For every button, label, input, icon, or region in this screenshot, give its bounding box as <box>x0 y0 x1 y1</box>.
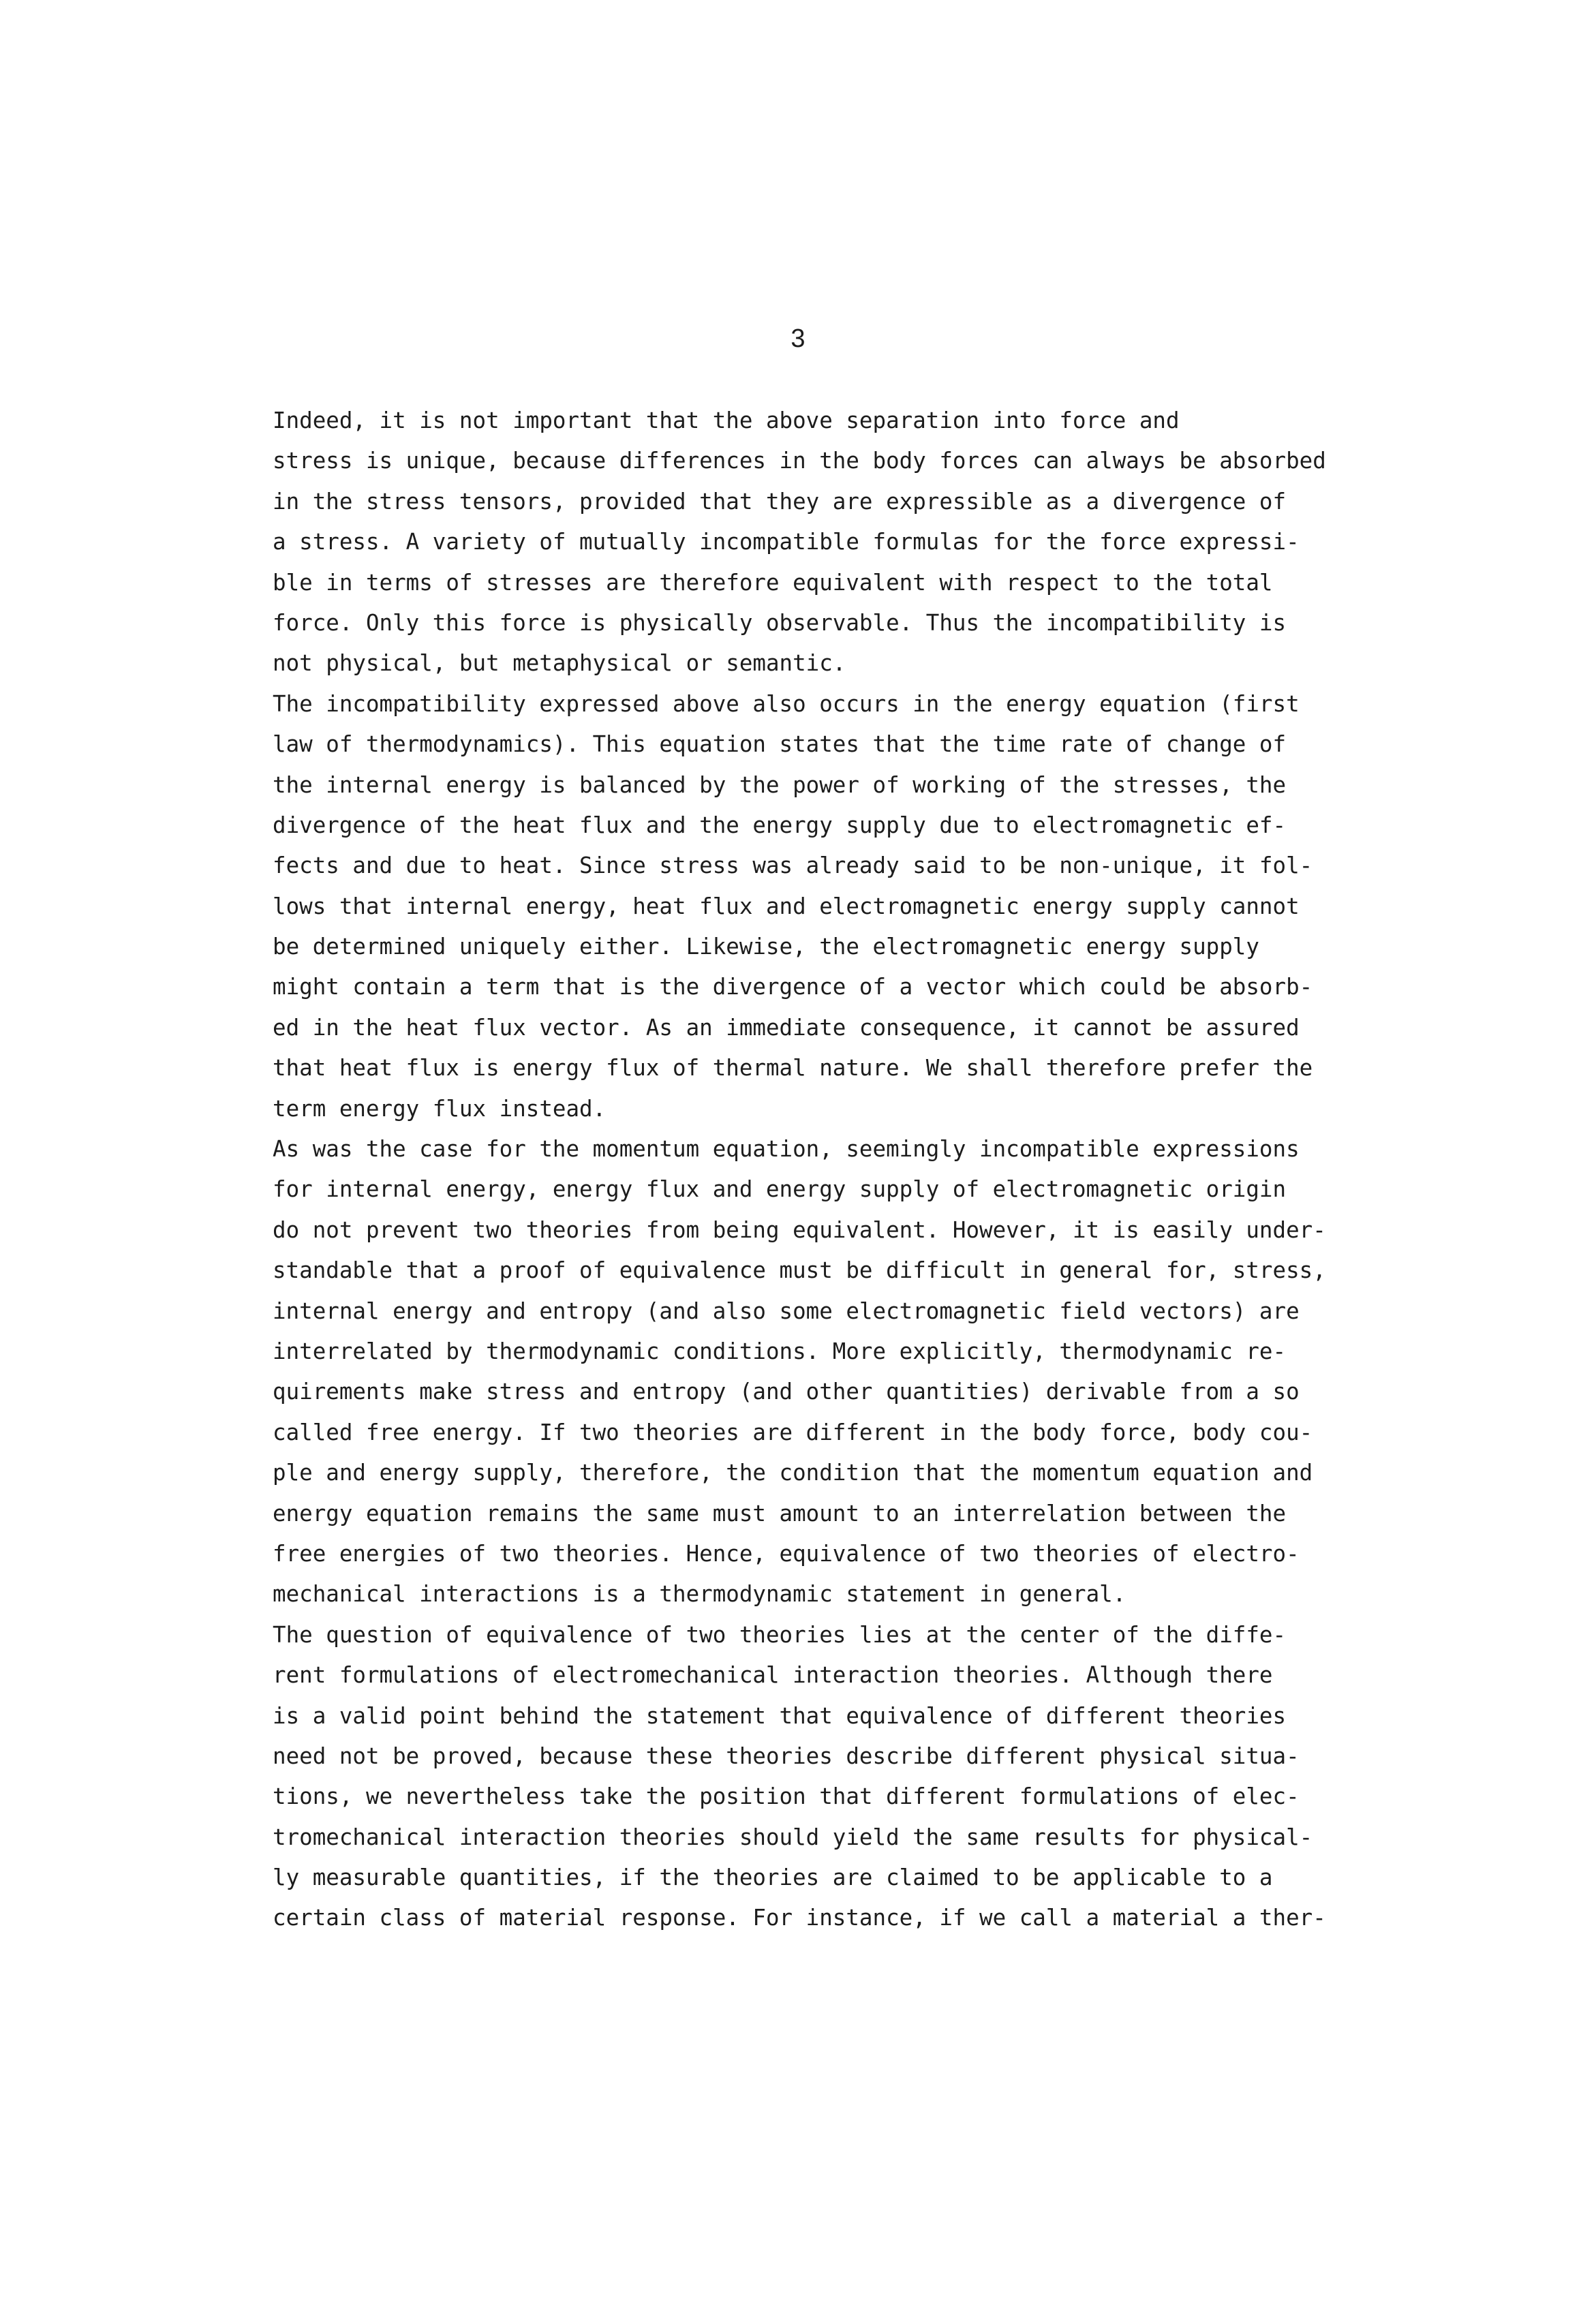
text-line: The question of equivalence of two theories lies at the center of the diffe- <box>273 1621 1287 1648</box>
text-line: rent formulations of electromechanical interaction theories. Although there <box>273 1662 1273 1689</box>
text-line: is a valid point behind the statement that equivalence of different theories <box>273 1702 1287 1729</box>
text-line: law of thermodynamics). This equation states that the time rate of change of <box>273 731 1287 758</box>
text-line: Indeed, it is not important that the above separation into force and <box>273 408 1180 433</box>
text-line: standable that a proof of equivalence must be difficult in general for, stress, <box>273 1257 1326 1284</box>
text-line: quirements make stress and entropy (and other quantities) derivable from a so <box>273 1379 1300 1405</box>
text-line: ly measurable quantities, if the theories are claimed to be applicable to a <box>273 1865 1273 1891</box>
text-line: stress is unique, because differences in the body forces can always be absorbed <box>273 448 1326 474</box>
text-line: energy equation remains the same must amount to an interrelation between the <box>273 1500 1287 1527</box>
text-line: force. Only this force is physically observable. Thus the incompatibility is <box>273 609 1287 636</box>
text-line: do not prevent two theories from being equivalent. However, it is easily under- <box>273 1216 1326 1243</box>
text-line: ple and energy supply, therefore, the condition that the momentum equation and <box>273 1460 1313 1486</box>
text-line: not physical, but metaphysical or semantic. <box>273 650 846 677</box>
text-line: in the stress tensors, provided that they are expressible as a divergence of <box>273 488 1287 515</box>
text-line: for internal energy, energy flux and energy supply of electromagnetic origin <box>273 1176 1287 1203</box>
text-line: lows that internal energy, heat flux and electromagnetic energy supply cannot <box>273 893 1300 919</box>
text-line: The incompatibility expressed above also occurs in the energy equation (first <box>273 690 1300 717</box>
text-line: divergence of the heat flux and the energy supply due to electromagnetic ef- <box>273 812 1287 838</box>
text-line: tromechanical interaction theories should yield the same results for physical- <box>273 1824 1313 1850</box>
text-line: term energy flux instead. <box>273 1095 607 1122</box>
text-line: that heat flux is energy flux of thermal nature. We shall therefore prefer the <box>273 1055 1313 1082</box>
text-line: As was the case for the momentum equation, seemingly incompatible expressions <box>273 1136 1300 1163</box>
text-line: free energies of two theories. Hence, equivalence of two theories of electro- <box>273 1540 1300 1567</box>
text-line: interrelated by thermodynamic conditions. More explicitly, thermodynamic re- <box>273 1338 1287 1364</box>
text-line: might contain a term that is the divergence of a vector which could be absorb- <box>273 974 1313 1000</box>
text-line: certain class of material response. For instance, if we call a material a ther- <box>273 1905 1326 1931</box>
text-line: mechanical interactions is a thermodynamic statement in general. <box>273 1581 1126 1608</box>
text-line: tions, we nevertheless take the position that different formulations of elec- <box>273 1783 1300 1810</box>
text-line: be determined uniquely either. Likewise, the electromagnetic energy supply <box>273 934 1259 960</box>
text-line: ble in terms of stresses are therefore equivalent with respect to the total <box>273 569 1273 596</box>
body-text <box>273 401 1342 1939</box>
text-line: a stress. A variety of mutually incompatible formulas for the force expressi- <box>273 529 1300 555</box>
text-line: need not be proved, because these theories describe different physical situa- <box>273 1743 1300 1769</box>
text-line: fects and due to heat. Since stress was already said to be non-unique, it fol- <box>273 853 1313 879</box>
text-line: the internal energy is balanced by the power of working of the stresses, the <box>273 771 1287 798</box>
text-line: called free energy. If two theories are different in the body force, body cou- <box>273 1419 1313 1445</box>
page-number: 3 <box>791 324 805 353</box>
text-line: ed in the heat flux vector. As an immediate consequence, it cannot be assured <box>273 1014 1300 1041</box>
text-line: internal energy and entropy (and also some electromagnetic field vectors) are <box>273 1298 1300 1324</box>
